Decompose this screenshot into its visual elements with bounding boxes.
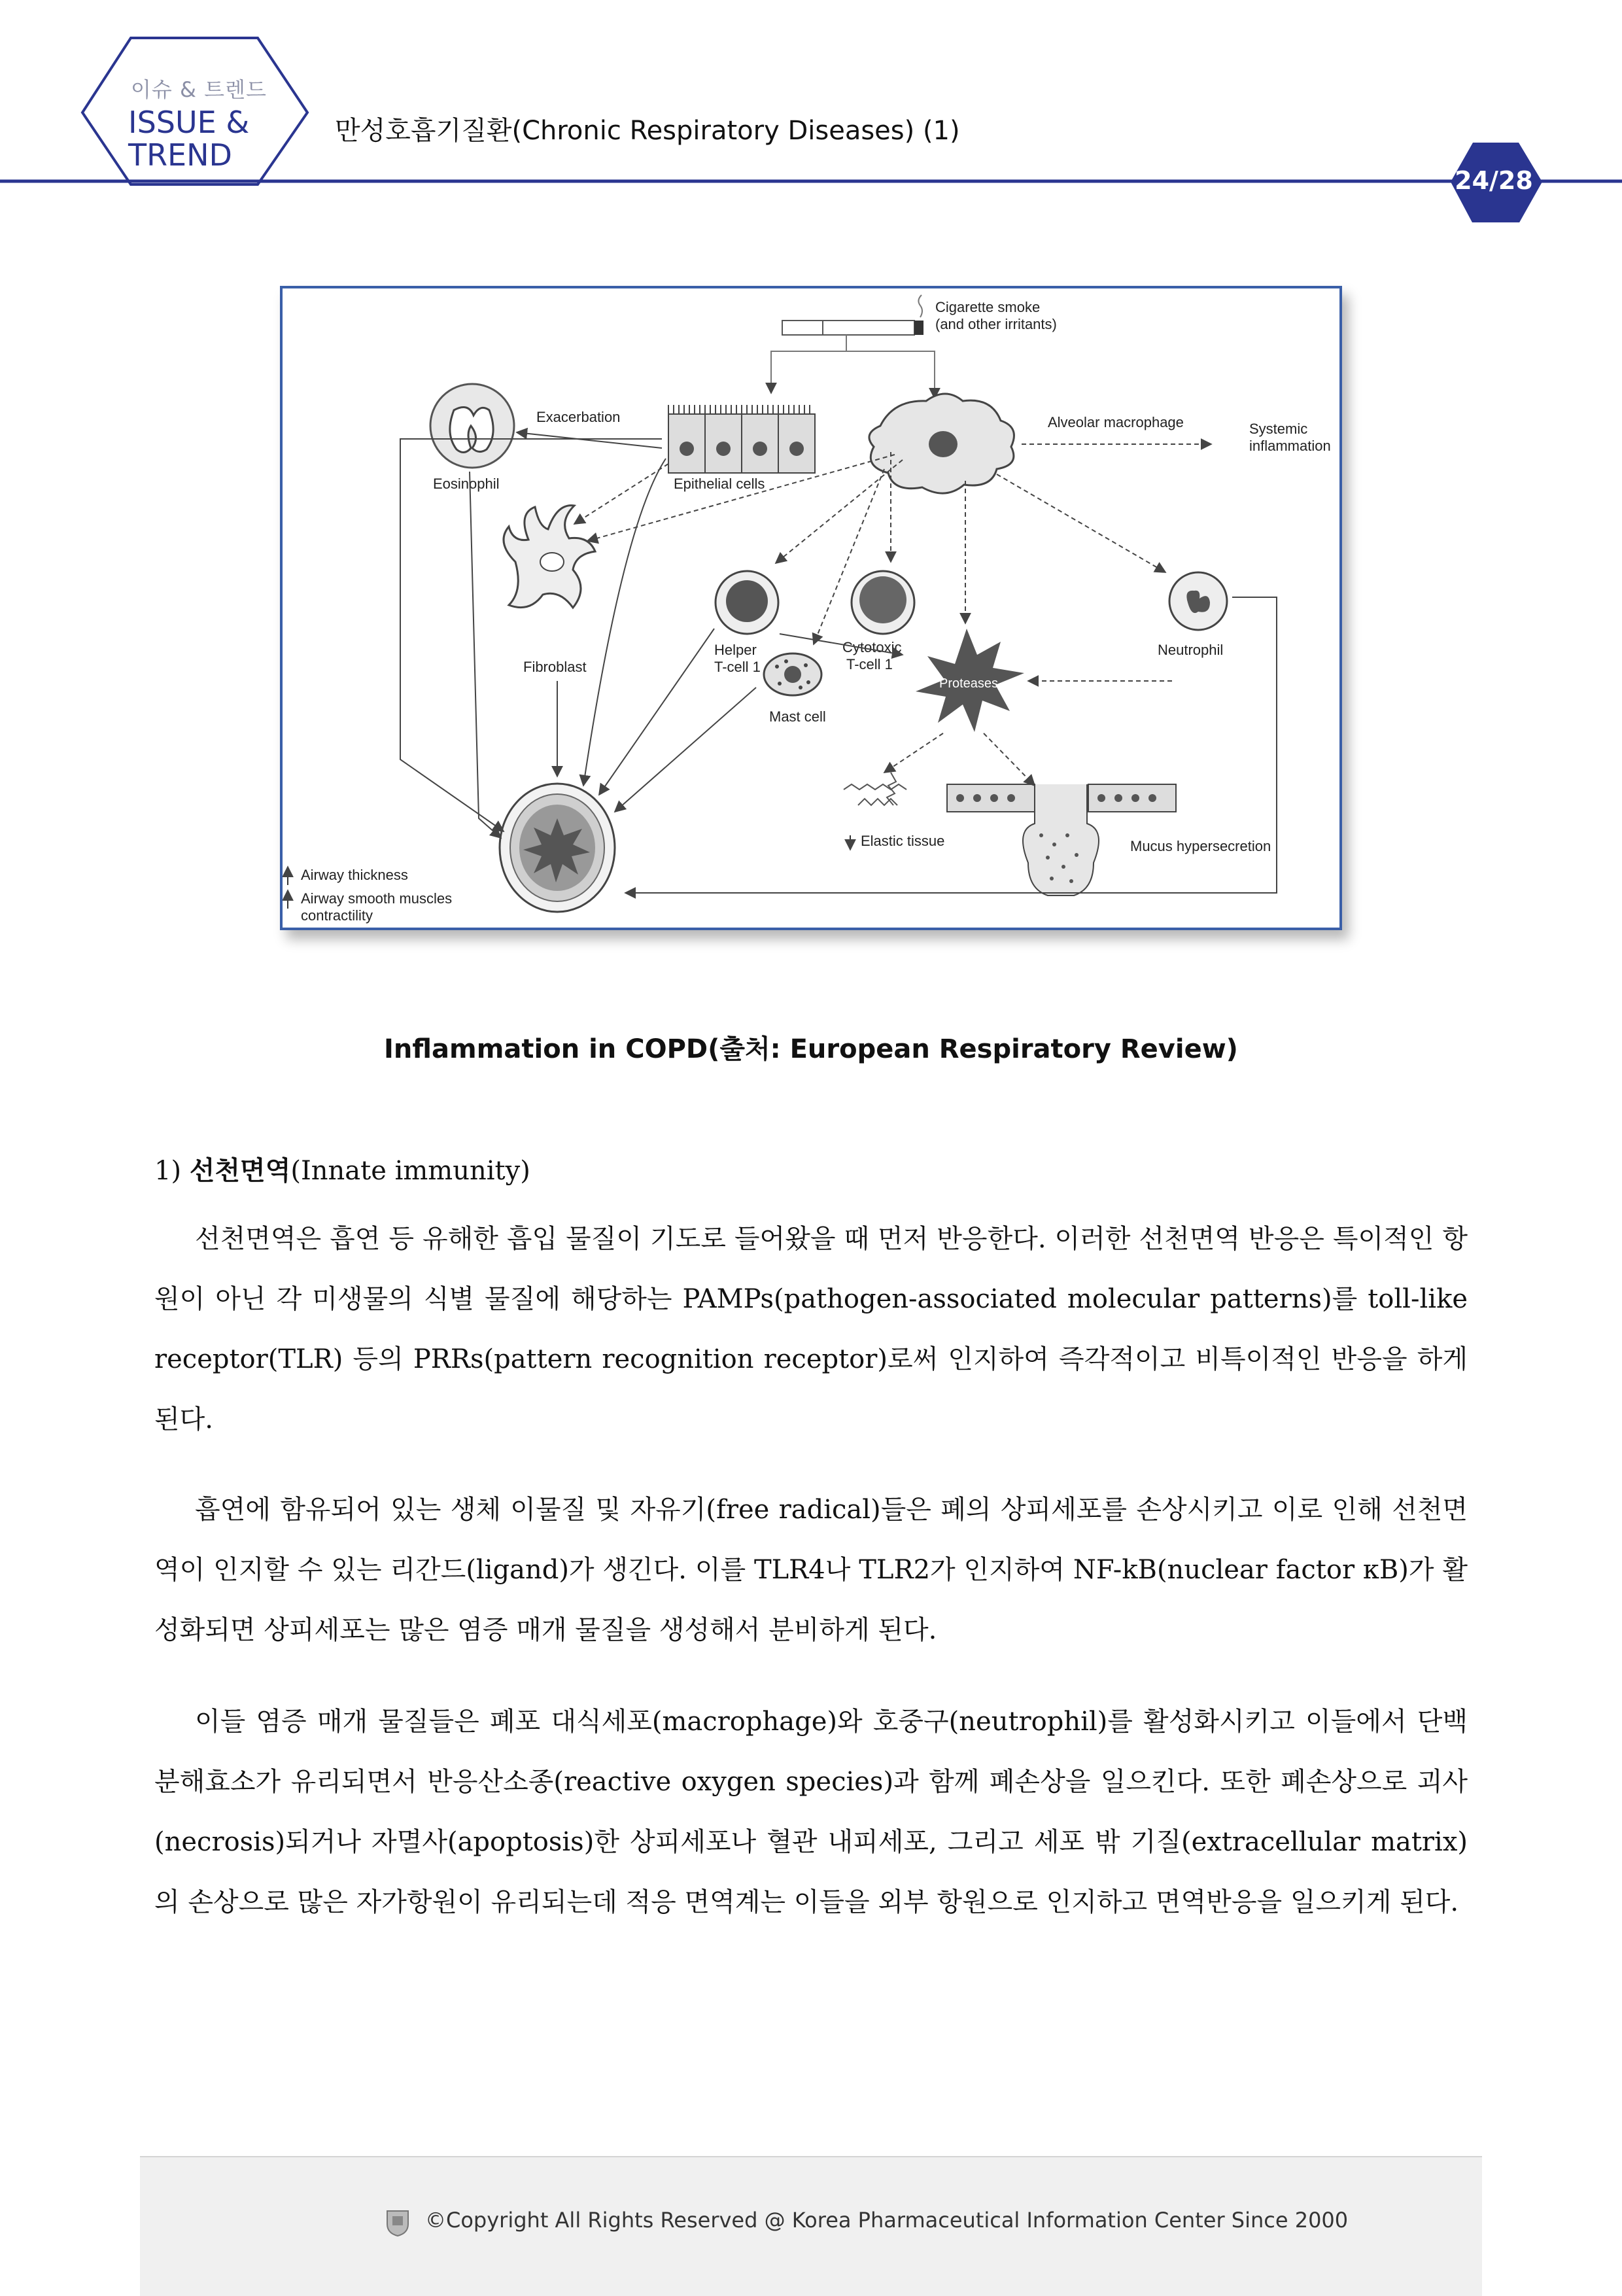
label-airway-thickness: Airway thickness xyxy=(301,867,408,883)
label-systemic-2: inflammation xyxy=(1249,438,1331,454)
brand-tag-trend: TREND xyxy=(128,137,232,173)
brand-tag-korean: 이슈 & 트렌드 xyxy=(131,77,267,102)
label-helper-2: T-cell 1 xyxy=(714,659,761,675)
paragraph-1: 선천면역은 흡연 등 유해한 흡입 물질이 기도로 들어왔을 때 먼저 반응한다. 이러한 선천면역 반응은 특이적인 항원이 아닌 각 미생물의 식별 물질에 해당하는 PAMPs(pathogen-associated molecular patterns)를 toll-like receptor(TLR) 등의 PRRs(pattern recognition receptor)로써 인지하여 즉각적이고 비특이적인 반응을 하게 된다. xyxy=(154,1224,1468,1435)
paragraph-2: 흡연에 함유되어 있는 생체 이물질 및 자유기(free radical)들은 폐의 상피세포를 손상시키고 이로 인해 선천면역이 인지할 수 있는 리간드(ligand)가 생긴다. 이를 TLR4나 TLR2가 인지하여 NF-kB(nuclear factor κB)가 활성화되면 상피세포는 많은 염증 매개 물질을 생성해서 분비하게 된다. xyxy=(154,1495,1468,1645)
paragraph-3: 이들 염증 매개 물질들은 폐포 대식세포(macrophage)와 호중구(neutrophil)를 활성화시키고 이들에서 단백분해효소가 유리되면서 반응산소종(reactive oxygen species)과 함께 폐손상을 일으킨다. 또한 폐손상으로 괴사(necrosis)되거나 자멸사(apoptosis)한 상피세포나 혈관 내피세포, 그리고 세포 밖 기질(extracellular matrix)의 손상으로 많은 자가항원이 유리되는데 적응 면역계는 이들을 외부 항원으로 인지하고 면역반응을 일으키게 된다. xyxy=(154,1707,1468,1917)
section-heading-english: (Innate immunity) xyxy=(290,1156,530,1186)
label-neutrophil: Neutrophil xyxy=(1158,642,1224,658)
label-fibroblast: Fibroblast xyxy=(523,659,587,675)
label-airway-muscle: Airway smooth muscles xyxy=(301,890,453,907)
label-exacerbation: Exacerbation xyxy=(536,409,621,425)
label-smoke-2: (and other irritants) xyxy=(935,316,1057,332)
label-smoke: Cigarette smoke xyxy=(935,299,1041,315)
airway-section xyxy=(500,784,615,912)
section-heading-korean: 선천면역 xyxy=(189,1155,291,1186)
brand-tag-issue: ISSUE & xyxy=(128,105,250,140)
neutrophil-cell xyxy=(1169,572,1227,630)
label-mast: Mast cell xyxy=(769,708,826,725)
label-elastic: Elastic tissue xyxy=(861,833,945,849)
label-eosinophil: Eosinophil xyxy=(433,476,500,492)
section-heading xyxy=(154,1150,530,1187)
footer-logo-icon xyxy=(385,2208,411,2237)
helper-tcell xyxy=(716,571,778,634)
figure-frame xyxy=(280,286,1342,930)
label-macrophage: Alveolar macrophage xyxy=(1048,414,1184,430)
fibroblast-cell xyxy=(504,506,595,608)
label-helper: Helper xyxy=(714,642,757,658)
label-proteases: Proteases xyxy=(939,676,999,691)
epithelial-cells xyxy=(668,405,815,473)
label-cytotoxic-2: T-cell 1 xyxy=(846,656,893,672)
footer-copyright: ©Copyright All Rights Reserved @ Korea Pharmaceutical Information Center Since 2000 xyxy=(425,2208,1349,2233)
label-systemic: Systemic xyxy=(1249,421,1308,437)
eosinophil-cell xyxy=(430,384,514,468)
elastic-tissue xyxy=(844,773,906,805)
page-number: 24/28 xyxy=(1455,166,1533,195)
figure-caption: Inflammation in COPD(출처: European Respiratory Review) xyxy=(384,1034,1238,1064)
copd-diagram xyxy=(283,288,1339,928)
header-title: 만성호흡기질환(Chronic Respiratory Diseases) (1) xyxy=(335,116,960,146)
label-mucus: Mucus hypersecretion xyxy=(1130,838,1271,854)
label-airway-contractility: contractility xyxy=(301,907,373,924)
label-epithelial: Epithelial cells xyxy=(674,476,765,492)
label-cytotoxic: Cytotoxic xyxy=(842,639,902,655)
section-number: 1) xyxy=(154,1156,182,1186)
cigarette-icon xyxy=(782,295,923,335)
mast-cell xyxy=(764,653,821,695)
cytotoxic-tcell xyxy=(852,571,914,634)
